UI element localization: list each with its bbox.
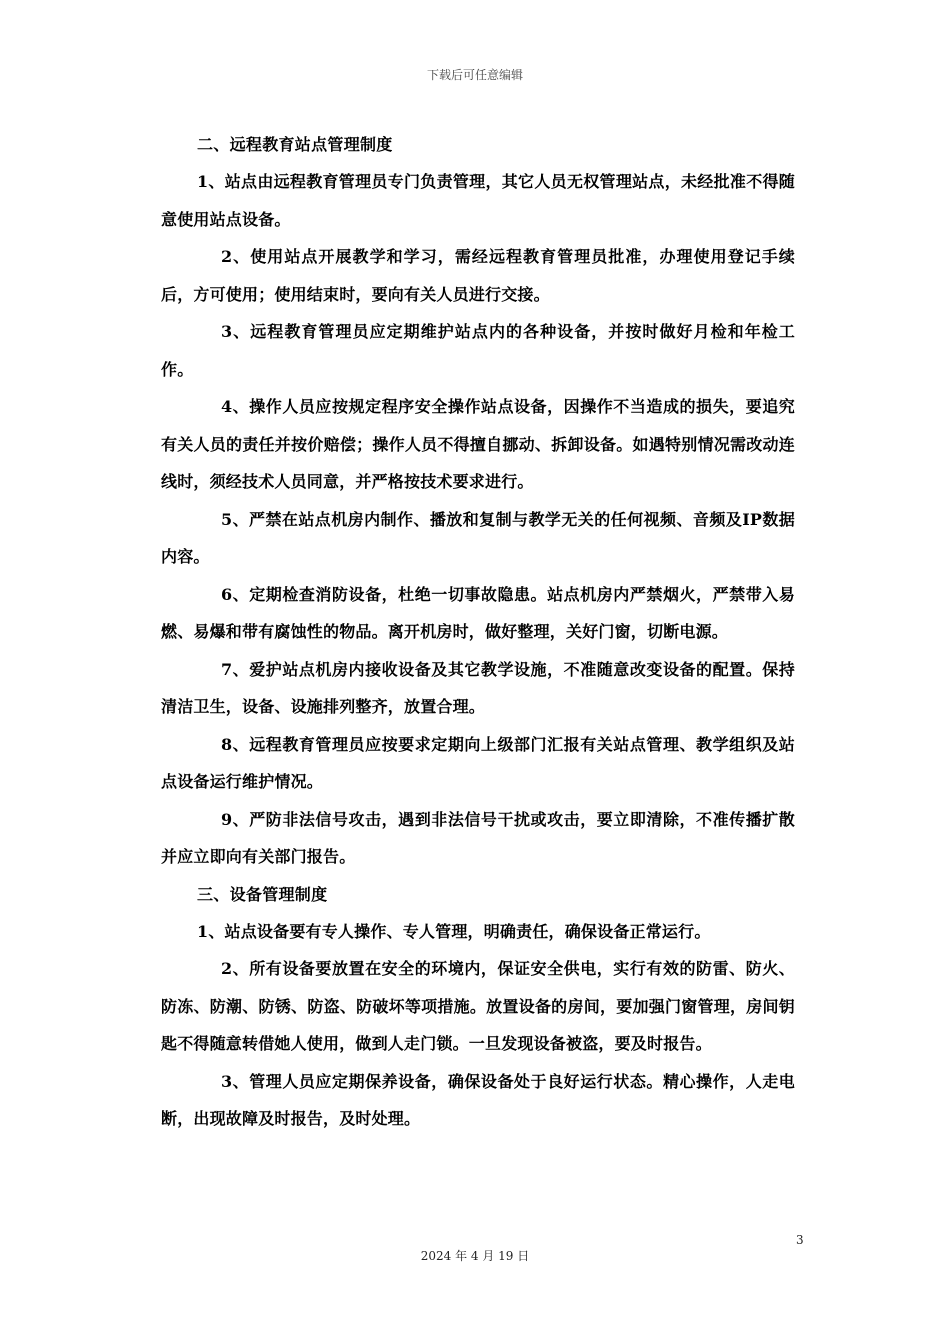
paragraph-item: 3、管理人员应定期保养设备，确保设备处于良好运行状态。精心操作，人走电断，出现故障及时报告，及时处理。: [161, 1071, 795, 1128]
page-number: 3: [796, 1233, 804, 1247]
paragraph-item: 9、严防非法信号攻击，遇到非法信号干扰或攻击，要立即清除，不准传播扩散并应立即向有关部门报告。: [161, 809, 795, 866]
page-header: 下载后可任意编辑: [426, 68, 523, 82]
footer-date: 2024 年 4 月 19 日: [420, 1249, 530, 1263]
paragraph-item: 3、远程教育管理员应定期维护站点内的各种设备，并按时做好月检和年检工作。: [161, 322, 795, 379]
paragraph-item: 4、操作人员应按规定程序安全操作站点设备，因操作不当造成的损失，要追究有关人员的责任并按价赔偿；操作人员不得擅自挪动、拆卸设备。如遇特别情况需改动连线时，须经技术人员同意，并严格按技术要求进行。: [161, 397, 795, 491]
paragraph-item: 5、严禁在站点机房内制作、播放和复制与教学无关的任何视频、音频及IP数据内容。: [161, 509, 795, 566]
section-heading-equipment-management: 三、设备管理制度: [197, 884, 328, 904]
paragraph-item: 2、所有设备要放置在安全的环境内，保证安全供电，实行有效的防雷、防火、防冻、防潮、防锈、防盗、防破坏等项措施。放置设备的房间，要加强门窗管理，房间钥匙不得随意转借她人使用，做到人走门锁。一旦发现设备被盗，要及时报告。: [161, 959, 795, 1053]
document-body: [161, 126, 795, 1138]
paragraph-item: 7、爱护站点机房内接收设备及其它教学设施，不准随意改变设备的配置。保持清洁卫生，设备、设施排列整齐，放置合理。: [161, 659, 795, 716]
section-heading-site-management: 二、远程教育站点管理制度: [197, 135, 393, 154]
paragraph-item: 1、站点设备要有专人操作、专人管理，明确责任，确保设备正常运行。: [197, 921, 711, 941]
paragraph-item: 6、定期检查消防设备，杜绝一切事故隐患。站点机房内严禁烟火，严禁带入易燃、易爆和带有腐蚀性的物品。离开机房时，做好整理，关好门窗，切断电源。: [161, 584, 795, 641]
paragraph-item: 2、使用站点开展教学和学习，需经远程教育管理员批准，办理使用登记手续后，方可使用；使用结束时，要向有关人员进行交接。: [161, 247, 795, 304]
paragraph-item: 8、远程教育管理员应按要求定期向上级部门汇报有关站点管理、教学组织及站点设备运行维护情况。: [161, 734, 795, 791]
paragraph-item: 1、站点由远程教育管理员专门负责管理，其它人员无权管理站点，未经批准不得随意使用站点设备。: [161, 172, 795, 229]
